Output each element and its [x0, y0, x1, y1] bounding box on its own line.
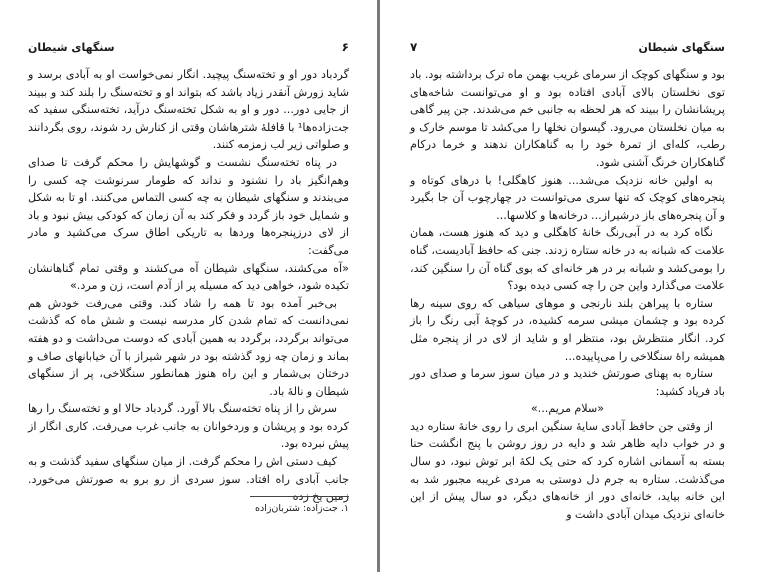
right-page: [380, 0, 757, 572]
left-page: [0, 0, 377, 572]
paragraph-greeting: «سلام مریم...»: [530, 402, 605, 416]
paragraph: ستاره با پیراهن بلند نارنجی و موهای سیاهی که روی سینه رها کرده بود و چشمان میشی سرمه کشیده، در کوچهٔ آبی رنگ را باز کرد. انگار منتظرش بود، منتظر او و شاید از لای در از پنجره مثل همیشه راهٔ سنگلاخی را می‌پاییده...: [410, 296, 725, 363]
paragraph: بی‌خبر آمده بود تا همه را شاد کند. وقتی می‌رفت خودش هم نمی‌دانست که تمام شدن کار مدرسه نیست و شش ماه که گذشت می‌تواند برگردد، برگردد به همین آبادی که دوست می‌داشت و دو هفته بماند و زمان چه زود گذشته بود در شهر شیراز با آن خیابانهای صاف و درختان بی‌شمار و این راه هنوز همانطور سنگلاخی، پر از سنگهای شیطان و نالهٔ باد.: [28, 296, 349, 398]
running-title-left: سنگهای شیطان: [28, 40, 115, 54]
paragraph: بود و سنگهای کوچک از سرمای غریب بهمن ماه ترک برداشته بود. باد توی نخلستان بالای آبادی افتاده بود و او می‌توانست شاخه‌های پریشانشان را ببیند که هر لحظه به جانبی خم می‌شدند. جن پیر گاهی به میان نخلستان می‌رود. گیسوان نخلها را می‌کشد تا موسم خارک و رطب، کله‌ای از تمرهٔ خود را به گناهکاران ندهند و خرما درکام گناهکاران خرنگ آشنی شود.: [410, 68, 725, 169]
paragraph: در پناه تخته‌سنگ نشست و گوشهایش را محکم گرفت تا صدای وهم‌انگیز باد را نشنود و نداند که طومار سرنوشت چه کسی را می‌بندند و سنگهای شیطان به چه کسی التماس می‌کنند. او تا به شکل و شمایل خود باز گردد و فکر کند به آن زمان که کودکی بیش نبود و باد از لای درزپنجره‌ها وردها به تاریکی اطاق سرک می‌کشید و مادر می‌گفت:: [28, 155, 349, 257]
paragraph: ستاره به پهنای صورتش خندید و در میان سوز سرما و صدای دور باد فریاد کشید:: [410, 367, 725, 398]
paragraph: کیف دستی اش را محکم گرفت. از میان سنگهای سفید گذشت و به جانب آبادی راه افتاد. سوز سردی از رو برو به صورتش می‌خورد. زمین یخ زده: [28, 455, 349, 504]
left-page-header: [28, 40, 349, 54]
running-title-right: سنگهای شیطان: [638, 40, 725, 54]
paragraph: از وقتی جن حافظ آبادی سایهٔ سنگین ابری را روی خانهٔ ستاره دید و در خواب دایه ظاهر شد و دایه در روز روشن با پنج انگشت حنا بسته به آسمانی اشاره کرد که حتی یک لکهٔ ابر توش نبود، دو سال می‌گذشت. ستاره به جرم دل دوستی به مردی غریبه مجبور شد به این خانه بیاید، خانه‌ای دور از خانه‌های دیگر، دو سال پیش از این خانه‌ای نزدیک میدان آبادی داشت و: [410, 419, 725, 521]
paragraph: گردباد دور او و تخته‌سنگ پیچید. انگار نمی‌خواست او به آبادی برسد و شاید زورش آنقدر زیاد باشد که بتواند او و تخته‌سنگ را بلند کند و ببیند از جایی دور... دور و او به شکل تخته‌سنگ درآید، تخته‌سنگی سفید که جت‌زاده‌ها¹ با قافلهٔ شترهاشان وقتی از کنارش رد شوند، روی بگردانند و صلواتی زیر لب زمزمه کنند.: [28, 68, 349, 152]
paragraph-quote: «آه می‌کشند، سنگهای شیطان آه می‌کشند و وقتی تمام گناهانشان تکیده شود، خواهی دید که مسیله پر از آدم است، زن و مرد.»: [28, 261, 349, 293]
footnote: ۱. جت‌زاده: شتربان‌زاده: [254, 503, 349, 514]
footnote-rule: [250, 496, 349, 497]
left-page-body: [28, 66, 349, 504]
paragraph: نگاه کرد به در آبی‌رنگ خانهٔ کاهگلی و دید که هنوز هست، همان علامت که شبانه به در خانه ستاره زدند. جنی که حافظ آبادیست، گناه را بومی‌کشد و شبانه بر در هر خانه‌ای که بوی گناه آن را سنگین کند، علامت می‌گذارد واین جن را چه کسی دیده بود؟: [410, 226, 725, 293]
paragraph: به اولین خانه نزدیک می‌شد... هنوز کاهگلی! با درهای کوتاه و پنجره‌های کوچک که تنها سری می‌توانست در چهارچوب آن جا بگیرد و آن پنجره‌های باز درشیراز... درخانه‌ها و کلاسها...: [410, 173, 725, 222]
page-number-7: ۷: [410, 40, 418, 54]
page-number-6: ۶: [341, 40, 349, 54]
right-page-header: [410, 40, 725, 54]
paragraph: سرش را از پناه تخته‌سنگ بالا آورد. گردباد حالا او و تخته‌سنگ را رها کرده بود و پریشان و وردخوانان به جانب غرب می‌رفت. کاری انگار از پیش نبرده بود.: [28, 402, 349, 451]
right-page-body: [410, 66, 725, 556]
